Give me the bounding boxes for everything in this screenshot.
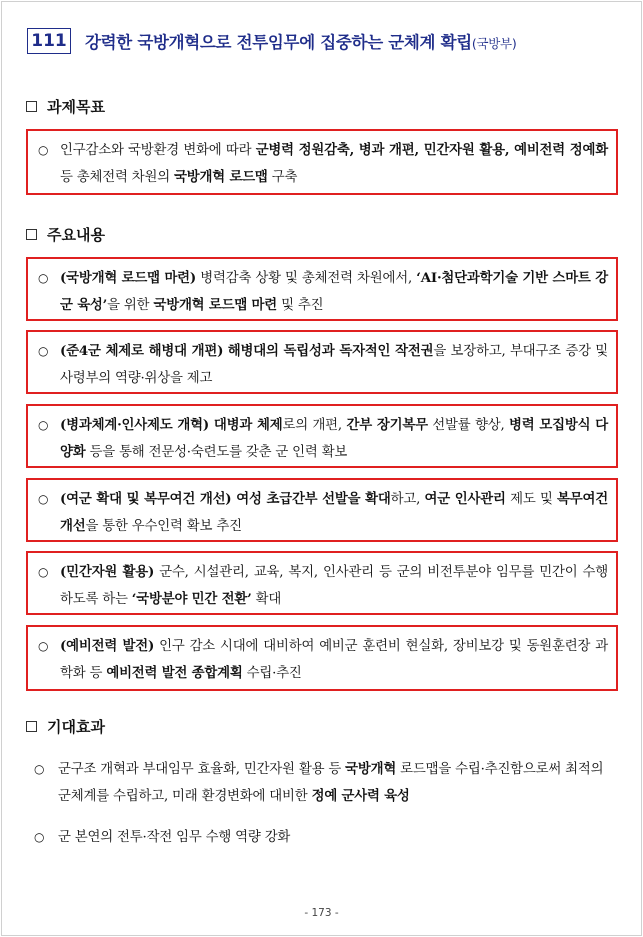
effect-item [34, 756, 614, 810]
bold-text-run: 국방개혁 로드맵 마련 [153, 297, 278, 313]
bold-text-run: 복무여건 개선 [60, 491, 608, 534]
square-bullet-icon [26, 101, 37, 112]
square-bullet-icon [26, 721, 37, 732]
text-run: 군구조 개혁과 부대임무 효율화, 민간자원 활용 등 [58, 762, 346, 777]
text-run: 병력감축 상황 및 총체전력 차원에서, [196, 271, 417, 286]
goal-item [26, 129, 618, 195]
content-item-text [60, 412, 608, 466]
section-goal [26, 96, 105, 117]
task-number: 111 [27, 28, 71, 54]
content-item [26, 625, 618, 691]
text-run: 인구 감소 시대에 대비하여 예비군 훈련비 현실화, 장비보강 및 동원훈련장 과학화 등 [60, 639, 608, 681]
circle-bullet-icon: ○ [38, 271, 49, 285]
content-item [26, 330, 618, 394]
text-run: 구축 [267, 170, 298, 185]
circle-bullet-icon: ○ [38, 565, 49, 579]
ministry-label: (국방부) [471, 36, 517, 51]
bold-text-run: (국방개혁 로드맵 마련) [60, 270, 197, 286]
circle-bullet-icon: ○ [38, 639, 49, 653]
bold-text-run: (예비전력 발전) [60, 638, 155, 654]
section-effect-label: 기대효과 [47, 718, 105, 736]
bold-text-run: 해병대의 독립성과 독자적인 작전권 [227, 343, 434, 359]
content-item-text [60, 559, 608, 613]
circle-bullet-icon: ○ [38, 344, 49, 358]
text-run: 하고, [390, 492, 425, 507]
bold-text-run: ‘AI·첨단과학기술 기반 스마트 강군 육성’ [60, 270, 608, 313]
page-number: - 173 - [304, 907, 339, 919]
text-run: 을 통한 우수인력 확보 추진 [85, 519, 242, 534]
content-item-text [60, 338, 608, 392]
bold-text-run: (민간자원 활용) [60, 564, 155, 580]
bold-text-run: 국방개혁 로드맵 [174, 169, 268, 185]
square-bullet-icon [26, 229, 37, 240]
bold-text-run: 병력 모집방식 다양화 [60, 417, 608, 460]
bold-text-run: (준4군 체제로 해병대 개편) [60, 343, 224, 359]
text-run: 인구감소와 국방환경 변화에 따라 [60, 143, 256, 158]
circle-bullet-icon: ○ [38, 418, 49, 432]
section-goal-label: 과제목표 [47, 98, 105, 116]
content-item-text [60, 265, 608, 319]
bold-text-run: 간부 장기복무 [346, 417, 428, 433]
effect-item [34, 824, 614, 851]
goal-text [60, 137, 608, 191]
bold-text-run: 군병력 정원감축, 병과 개편, 민간자원 활용, 예비전력 정예화 [255, 142, 608, 158]
content-item [26, 551, 618, 615]
content-item [26, 257, 618, 321]
content-item [26, 404, 618, 468]
section-effect [26, 716, 105, 737]
text-run: 로드맵을 수립·추진함으로써 최적의 군체계를 수립하고, 미래 환경변화에 대비한 [58, 762, 604, 804]
effect-item-text [58, 756, 614, 810]
bold-text-run: 여군 인사관리 [424, 491, 506, 507]
section-content [26, 224, 105, 245]
task-title [85, 29, 516, 53]
bold-text-run: 예비전력 발전 종합계획 [106, 665, 243, 681]
bold-text-run: 정예 군사력 육성 [311, 788, 410, 804]
bold-text-run: (여군 확대 및 복무여건 개선) [60, 491, 232, 507]
circle-bullet-icon: ○ [38, 143, 49, 157]
circle-bullet-icon: ○ [34, 762, 45, 776]
task-header [27, 28, 516, 54]
text-run: 을 위한 [107, 298, 154, 313]
bold-text-run: 대병과 체제 [209, 417, 283, 433]
text-run: 수립·추진 [242, 666, 302, 681]
bold-text-run: 국방개혁 [345, 761, 397, 777]
content-item [26, 478, 618, 542]
text-run: 제도 및 [505, 492, 558, 507]
section-content-label: 주요내용 [47, 226, 105, 244]
text-run: 선발률 향상, [427, 418, 510, 433]
text-run: 을 보장하고, 부대구조 증강 및 사령부의 역량·위상을 제고 [60, 344, 608, 386]
content-item-text [60, 486, 608, 540]
text-run: 등을 통해 전문성·숙련도를 갖춘 군 인력 확보 [85, 445, 348, 460]
task-title-text: 강력한 국방개혁으로 전투임무에 집중하는 군체계 확립 [85, 33, 472, 52]
effect-item-text [58, 824, 614, 851]
text-run: 등 총체전력 차원의 [60, 170, 175, 185]
bold-text-run: 여성 초급간부 선발을 확대 [231, 491, 391, 507]
text-run: 및 추진 [277, 298, 324, 313]
content-item-text [60, 633, 608, 687]
circle-bullet-icon: ○ [38, 492, 49, 506]
text-run: 로의 개편, [282, 418, 347, 433]
text-run: 군수, 시설관리, 교육, 복지, 인사관리 등 군의 비전투분야 임무를 민간이 수행하도록 하는 [60, 565, 608, 607]
bold-text-run: ‘국방분야 민간 전환’ [131, 591, 252, 607]
bold-text-run: (병과체계·인사제도 개혁) [60, 417, 209, 433]
circle-bullet-icon: ○ [34, 830, 45, 844]
text-run: 군 본연의 전투·작전 임무 수행 역량 강화 [58, 830, 291, 845]
text-run: 확대 [251, 592, 282, 607]
